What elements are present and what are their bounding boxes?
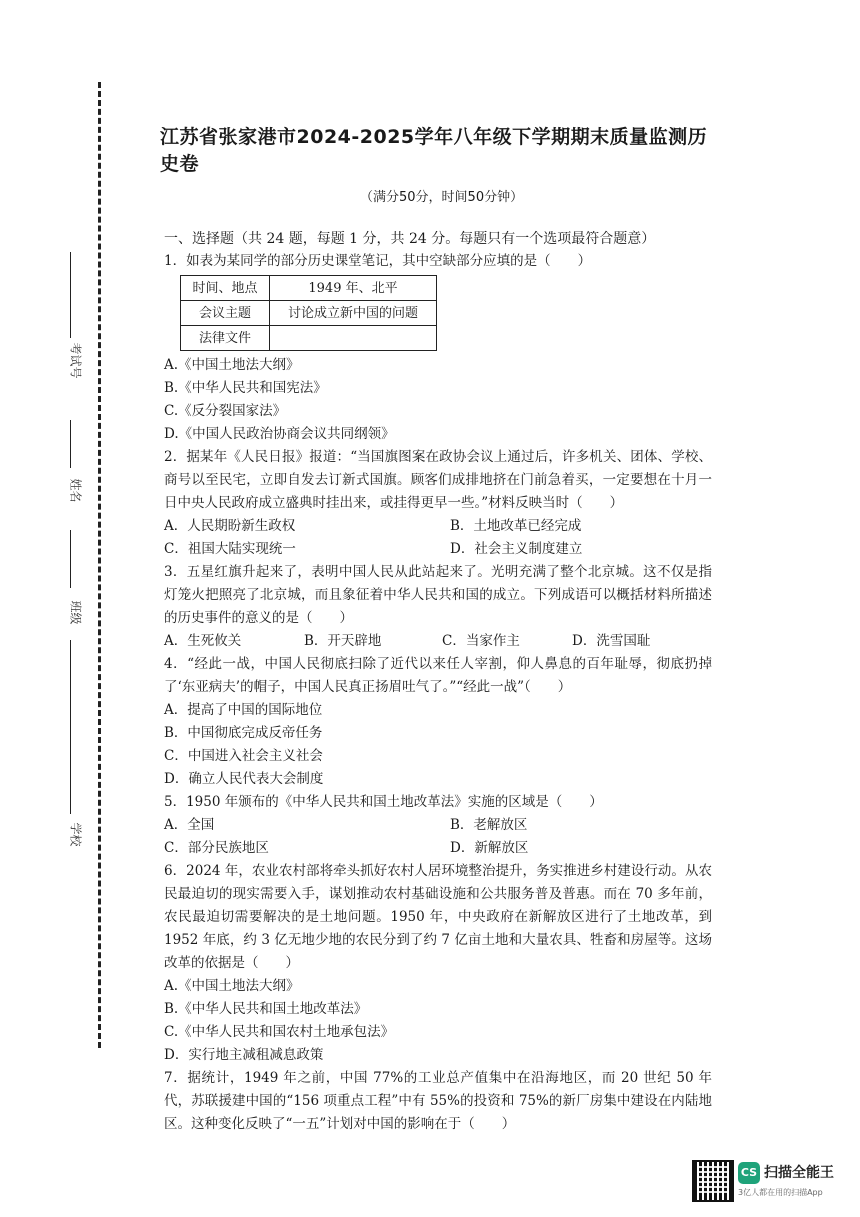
question-6-stem: 6．2024 年，农业农村部将牵头抓好农村人居环境整治提升，务实推进乡村建设行动。从农民最迫切的现实需要入手，谋划推动农村基础设施和公共服务普及普惠。而在 70 多年前，农民最迫切需要解决的是土地问题。1950 年，中央政府在新解放区进行了土地改革，到 1952 年底，约 3 亿无地少地的农民分到了约 7 亿亩土地和大量农具、牲畜和房屋等。这场改革的依据是（ ）: [164, 863, 712, 971]
section-heading: 一、选择题（共 24 题，每题 1 分，共 24 分。每题只有一个选项最符合题意）: [164, 231, 656, 247]
questions-body: [164, 250, 712, 1136]
question-3-stem: 3．五星红旗升起来了，表明中国人民从此站起来了。光明充满了整个北京城。这不仅是指灯笼火把照亮了北京城，而且象征着中华人民共和国的成立。下列成语可以概括材料所描述的历史事件的意义的是（ ）: [164, 564, 712, 626]
question-2-stem: 2．据某年《人民日报》报道：“当国旗图案在政协会议上通过后，许多机关、团体、学校、商号以至民宅，立即自发去订新式国旗。顾客们成排地挤在门前急着买，一定要想在十月一日中央人民政府成立盛典时挂出来，或挂得更早一些。”材料反映当时（ ）: [164, 449, 712, 511]
option-a[interactable]: A.《中国土地法大纲》: [164, 978, 300, 994]
option-a[interactable]: A.《中国土地法大纲》: [164, 357, 300, 373]
option-c[interactable]: C.《反分裂国家法》: [164, 403, 287, 419]
option-c[interactable]: C．中国进入社会主义社会: [164, 748, 323, 764]
exam-number-field[interactable]: [56, 252, 96, 379]
camscanner-logo-icon: CS: [738, 1162, 760, 1184]
exam-subtitle: （满分50分，时间50分钟）: [360, 190, 524, 205]
class-field[interactable]: [56, 530, 96, 640]
question-1: [164, 250, 712, 446]
school-label: 学校: [68, 822, 83, 847]
question-3-options: [164, 630, 712, 653]
exam-title: 江苏省张家港市2024-2025学年八年级下学期期末质量监测历史卷: [160, 126, 708, 175]
camscanner-name: 扫描全能王: [764, 1165, 834, 1181]
option-a[interactable]: A．生死攸关: [164, 633, 242, 649]
option-b[interactable]: B．土地改革已经完成: [450, 518, 582, 534]
table-row: [181, 301, 437, 326]
question-4-stem: 4．“经此一战，中国人民彻底扫除了近代以来任人宰割，仰人鼻息的百年耻辱，彻底扔掉了‘东亚病夫’的帽子，中国人民真正扬眉吐气了。”“经此一战”（ ）: [164, 656, 712, 695]
option-b[interactable]: B.《中华人民共和国宪法》: [164, 380, 327, 396]
option-d[interactable]: D．洗雪国耻: [572, 633, 651, 649]
question-5-options: [164, 814, 712, 860]
qr-code-icon: [692, 1160, 734, 1202]
option-d[interactable]: D．社会主义制度建立: [450, 541, 583, 557]
option-b[interactable]: B.《中华人民共和国土地改革法》: [164, 1001, 368, 1017]
name-label: 姓名: [68, 478, 83, 503]
option-a[interactable]: A．全国: [164, 817, 215, 833]
question-5-stem: 5．1950 年颁布的《中华人民共和国土地改革法》实施的区域是（ ）: [164, 794, 603, 810]
table-cell-value: 讨论成立新中国的问题: [270, 301, 437, 326]
question-1-notes-table: [180, 275, 437, 351]
table-cell-key: 会议主题: [181, 301, 270, 326]
table-cell-key: 时间、地点: [181, 276, 270, 301]
table-cell-blank[interactable]: [270, 326, 437, 351]
question-7-stem: 7．据统计，1949 年之前，中国 77%的工业总产值集中在沿海地区，而 20 世纪 50 年代，苏联援建中国的“156 项重点工程”中有 55%的投资和 75%的新厂房集中建设在内陆地区。这种变化反映了“一五”计划对中国的影响在于（ ）: [164, 1070, 712, 1132]
question-7: [164, 1067, 712, 1136]
exam-number-label: 考试号: [68, 342, 83, 379]
option-c[interactable]: C.《中华人民共和国农村土地承包法》: [164, 1024, 395, 1040]
exam-number-underline: [70, 252, 71, 338]
option-c[interactable]: C．祖国大陆实现统一: [164, 541, 296, 557]
question-1-stem: 1．如表为某同学的部分历史课堂笔记，其中空缺部分应填的是（ ）: [164, 253, 592, 269]
option-d[interactable]: D．新解放区: [450, 840, 529, 856]
table-row: [181, 326, 437, 351]
name-underline: [70, 420, 71, 468]
question-2-options: [164, 515, 712, 561]
option-c[interactable]: C．当家作主: [442, 633, 520, 649]
table-cell-key: 法律文件: [181, 326, 270, 351]
binding-dashed-line: [98, 82, 101, 1048]
option-d[interactable]: D.《中国人民政治协商会议共同纲领》: [164, 426, 395, 442]
option-b[interactable]: B．开天辟地: [304, 633, 382, 649]
camscanner-watermark: [692, 1160, 848, 1206]
table-cell-value: 1949 年、北平: [270, 276, 437, 301]
option-a[interactable]: A．人民期盼新生政权: [164, 518, 296, 534]
option-c[interactable]: C．部分民族地区: [164, 840, 269, 856]
class-underline: [70, 530, 71, 588]
option-b[interactable]: B．老解放区: [450, 817, 528, 833]
option-d[interactable]: D．确立人民代表大会制度: [164, 771, 324, 787]
camscanner-tagline: 3亿人都在用的扫描App: [738, 1188, 823, 1197]
option-b[interactable]: B．中国彻底完成反帝任务: [164, 725, 323, 741]
name-field[interactable]: [56, 420, 96, 520]
question-4: [164, 653, 712, 791]
school-underline: [70, 640, 71, 814]
option-a[interactable]: A．提高了中国的国际地位: [164, 702, 323, 718]
table-row: [181, 276, 437, 301]
question-3: [164, 561, 712, 653]
option-d[interactable]: D．实行地主减租减息政策: [164, 1047, 324, 1063]
question-6: [164, 860, 712, 1067]
question-2: [164, 446, 712, 561]
question-5: [164, 791, 712, 860]
class-label: 班级: [68, 600, 83, 625]
school-field[interactable]: [56, 640, 96, 850]
